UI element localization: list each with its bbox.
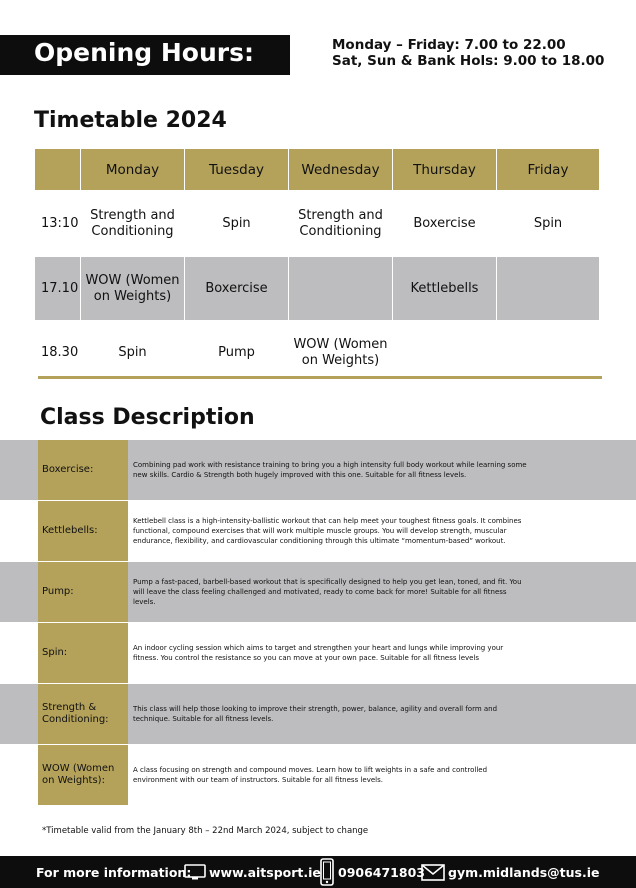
description-row-kettlebells (0, 501, 636, 561)
class-description-title: Class Description (40, 405, 255, 430)
timetable-header-row (35, 149, 600, 191)
timetable-row (35, 191, 600, 257)
timetable (34, 148, 600, 385)
class-cell: Spin (185, 191, 289, 257)
class-cell: Strength and Conditioning (289, 191, 393, 257)
timetable-divider (38, 376, 602, 379)
day-header: Wednesday (289, 149, 393, 191)
class-cell: Pump (185, 321, 289, 385)
timetable-footnote: *Timetable valid from the January 8th – 22nd March 2024, subject to change (42, 826, 369, 836)
class-name: Kettlebells: (38, 501, 128, 561)
email-link[interactable]: gym.midlands@tus.ie (448, 864, 600, 880)
description-row-boxercise (0, 440, 636, 500)
day-header: Friday (497, 149, 600, 191)
class-name: WOW (Women on Weights): (38, 745, 128, 805)
day-header: Tuesday (185, 149, 289, 191)
class-description: This class will help those looking to improve their strength, power, balance, agility and overall form and technique. Suitable for all fitness levels. (133, 705, 498, 723)
timetable-row (35, 321, 600, 385)
class-cell: WOW (Women on Weights) (289, 321, 393, 385)
class-cell: Spin (497, 191, 600, 257)
phone-icon (320, 858, 334, 886)
class-cell: Boxercise (393, 191, 497, 257)
timetable-title: Timetable 2024 (34, 108, 227, 133)
class-cell (497, 257, 600, 321)
class-name: Boxercise: (38, 440, 128, 500)
class-description: A class focusing on strength and compound moves. Learn how to lift weights in a safe and controlled environment with our team of instructors. Suitable for all fitness levels. (133, 766, 488, 784)
class-cell: Kettlebells (393, 257, 497, 321)
class-description: Pump a fast-paced, barbell-based workout that is specifically designed to help you get lean, toned, and fit. You will leave the class feeling challenged and motivated, ready to come back for more! Suitable for all fitness levels. (133, 578, 522, 606)
description-row-wow (0, 745, 636, 805)
class-description: An indoor cycling session which aims to target and strengthen your heart and lungs while improving your fitness. You control the resistance so you can move at your own pace. Suitable for all fitness levels (133, 644, 504, 662)
class-description: Kettlebell class is a high-intensity-ballistic workout that can help meet your toughest fitness goals. It combines functional, compound exercises that will work multiple muscle groups. You will develop strength, muscular endurance, flexibility, and cardiovascular conditioning through this ultimate “momentum-based” workout. (133, 517, 522, 545)
footer (0, 856, 636, 888)
monitor-icon (184, 864, 206, 881)
time-cell: 13:10 (35, 191, 81, 257)
description-row-spin (0, 623, 636, 683)
envelope-icon (421, 864, 445, 881)
time-header-cell (35, 149, 81, 191)
time-cell: 17.10 (35, 257, 81, 321)
class-cell: WOW (Women on Weights) (81, 257, 185, 321)
weekend-hours: Sat, Sun & Bank Hols: 9.00 to 18.00 (332, 53, 605, 69)
class-cell (393, 321, 497, 385)
footer-label: For more information: (36, 864, 192, 880)
class-cell (497, 321, 600, 385)
class-cell: Strength and Conditioning (81, 191, 185, 257)
class-cell (289, 257, 393, 321)
weekday-hours: Monday – Friday: 7.00 to 22.00 (332, 37, 566, 53)
time-cell: 18.30 (35, 321, 81, 385)
timetable-row (35, 257, 600, 321)
description-row-strength (0, 684, 636, 744)
class-name: Pump: (38, 562, 128, 622)
class-name: Strength & Conditioning: (38, 684, 128, 744)
opening-hours-title: Opening Hours: (34, 38, 254, 67)
website-link[interactable]: www.aitsport.ie (209, 864, 321, 880)
day-header: Monday (81, 149, 185, 191)
day-header: Thursday (393, 149, 497, 191)
class-cell: Boxercise (185, 257, 289, 321)
phone-number[interactable]: 0906471803 (338, 864, 425, 880)
opening-hours-list (332, 37, 604, 69)
class-description: Combining pad work with resistance training to bring you a high intensity full body workout while learning some new skills. Cardio & Strength both hugely improved with this one. Suitable for all fitness levels. (133, 461, 527, 479)
class-name: Spin: (38, 623, 128, 683)
description-row-pump (0, 562, 636, 622)
class-cell: Spin (81, 321, 185, 385)
